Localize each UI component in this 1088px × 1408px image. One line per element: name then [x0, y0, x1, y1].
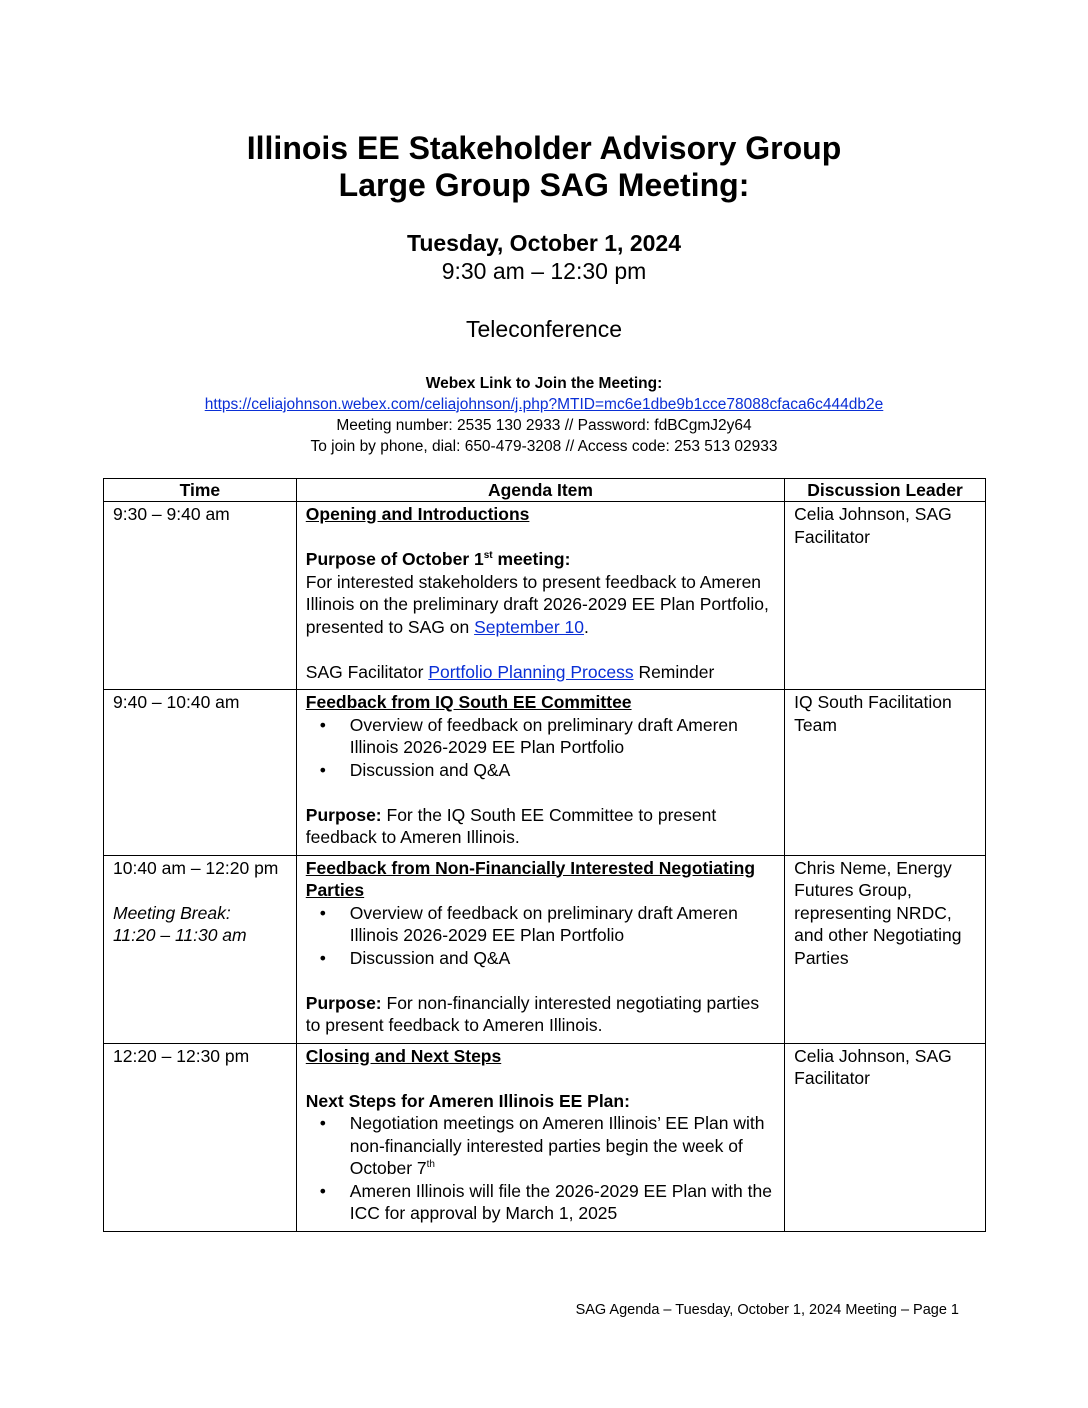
purpose-text — [306, 571, 775, 639]
ordinal-suffix: th — [426, 1159, 435, 1170]
row-time-text: 10:40 am – 12:20 pm — [113, 857, 279, 878]
table-row — [104, 1043, 986, 1231]
bullet-list — [306, 902, 775, 970]
purpose-heading-text: Purpose of October 1 — [305, 549, 484, 569]
purpose-heading — [306, 548, 775, 571]
table-row — [104, 855, 986, 1043]
list-item — [350, 1112, 775, 1180]
item-title: Opening and Introductions — [305, 504, 530, 524]
row-time: 9:40 – 10:40 am — [104, 690, 297, 856]
purpose-heading-tail: meeting: — [492, 549, 571, 569]
webex-link[interactable]: https://celiajohnson.webex.com/celiajohnson/j.php?MTID=mc6e1dbe9b1cce78088cfaca6c444db2e — [204, 396, 884, 413]
bullet-list — [306, 1112, 775, 1225]
reminder-suffix: Reminder — [633, 661, 715, 682]
row-agenda-item — [296, 502, 784, 690]
purpose-label: Purpose: — [305, 804, 382, 825]
purpose-text-body: For interested stakeholders to present feedback to Ameren Illinois on the preliminary draft 2026-2029 EE Plan Portfolio, presented to SAG on — [305, 571, 769, 637]
phone-dial-line: To join by phone, dial: 650-479-3208 // Access code: 253 513 02933 — [310, 438, 778, 455]
title-line-2: Large Group SAG Meeting: — [338, 167, 750, 203]
list-item: • Overview of feedback on preliminary draft Ameren Illinois 2026-2029 EE Plan Portfolio — [350, 902, 775, 947]
purpose-body: For the IQ South EE Committee to present feedback to Ameren Illinois. — [305, 804, 717, 847]
reminder-prefix: SAG Facilitator — [305, 661, 429, 682]
list-item: • Overview of feedback on preliminary draft Ameren Illinois 2026-2029 EE Plan Portfolio — [350, 714, 775, 759]
header-time: Time — [104, 479, 297, 502]
row-leader: Celia Johnson, SAG Facilitator — [785, 502, 986, 690]
break-label: Meeting Break: — [113, 902, 231, 923]
purpose-label: Purpose: — [305, 992, 382, 1013]
reminder-line — [306, 661, 775, 684]
purpose-text — [306, 992, 775, 1037]
list-item: • Discussion and Q&A — [350, 759, 775, 782]
meeting-number-line: Meeting number: 2535 130 2933 // Password: fdBCgmJ2y64 — [336, 417, 752, 434]
agenda-table — [103, 478, 986, 1232]
bullet-list — [306, 714, 775, 782]
row-time: 12:20 – 12:30 pm — [104, 1043, 297, 1231]
purpose-text — [306, 804, 775, 849]
meeting-date: Tuesday, October 1, 2024 — [407, 230, 681, 256]
ordinal-suffix: st — [483, 550, 493, 561]
september-10-link[interactable]: September 10 — [474, 616, 585, 637]
item-title: Closing and Next Steps — [305, 1045, 502, 1066]
meeting-time: 9:30 am – 12:30 pm — [441, 258, 647, 284]
list-item-text: Negotiation meetings on Ameren Illinois’ EE Plan with non-financially interested parties begin the week of October 7 — [349, 1113, 765, 1178]
table-row — [104, 502, 986, 690]
row-agenda-item — [296, 855, 784, 1043]
meeting-venue: Teleconference — [466, 316, 622, 342]
row-leader: Celia Johnson, SAG Facilitator — [785, 1043, 986, 1231]
page-footer: SAG Agenda – Tuesday, October 1, 2024 Meeting – Page 1 — [575, 1302, 959, 1318]
header-agenda-item: Agenda Item — [296, 479, 784, 502]
item-title: Feedback from Non-Financially Interested Negotiating Parties — [305, 857, 756, 900]
table-row — [104, 690, 986, 856]
webex-label: Webex Link to Join the Meeting: — [425, 375, 663, 392]
next-steps-heading: Next Steps for Ameren Illinois EE Plan: — [305, 1090, 630, 1111]
list-item: • Ameren Illinois will file the 2026-2029 EE Plan with the ICC for approval by March 1, 2025 — [350, 1180, 775, 1225]
title-line-1: Illinois EE Stakeholder Advisory Group — [246, 130, 842, 166]
row-leader: Chris Neme, Energy Futures Group, representing NRDC, and other Negotiating Parties — [785, 855, 986, 1043]
purpose-body: For non-financially interested negotiating parties to present feedback to Ameren Illinois. — [305, 992, 760, 1035]
table-header-row — [104, 479, 986, 502]
row-agenda-item — [296, 690, 784, 856]
row-agenda-item — [296, 1043, 784, 1231]
break-time: 11:20 – 11:30 am — [113, 925, 247, 945]
row-time — [104, 855, 297, 1043]
purpose-text-end: . — [584, 616, 589, 637]
webex-block — [0, 373, 1088, 457]
row-leader: IQ South Facilitation Team — [785, 690, 986, 856]
list-item: • Discussion and Q&A — [350, 947, 775, 970]
item-title: Feedback from IQ South EE Committee — [305, 692, 632, 712]
portfolio-planning-process-link[interactable]: Portfolio Planning Process — [428, 661, 634, 682]
row-time: 9:30 – 9:40 am — [104, 502, 297, 690]
header-discussion-leader: Discussion Leader — [785, 479, 986, 502]
